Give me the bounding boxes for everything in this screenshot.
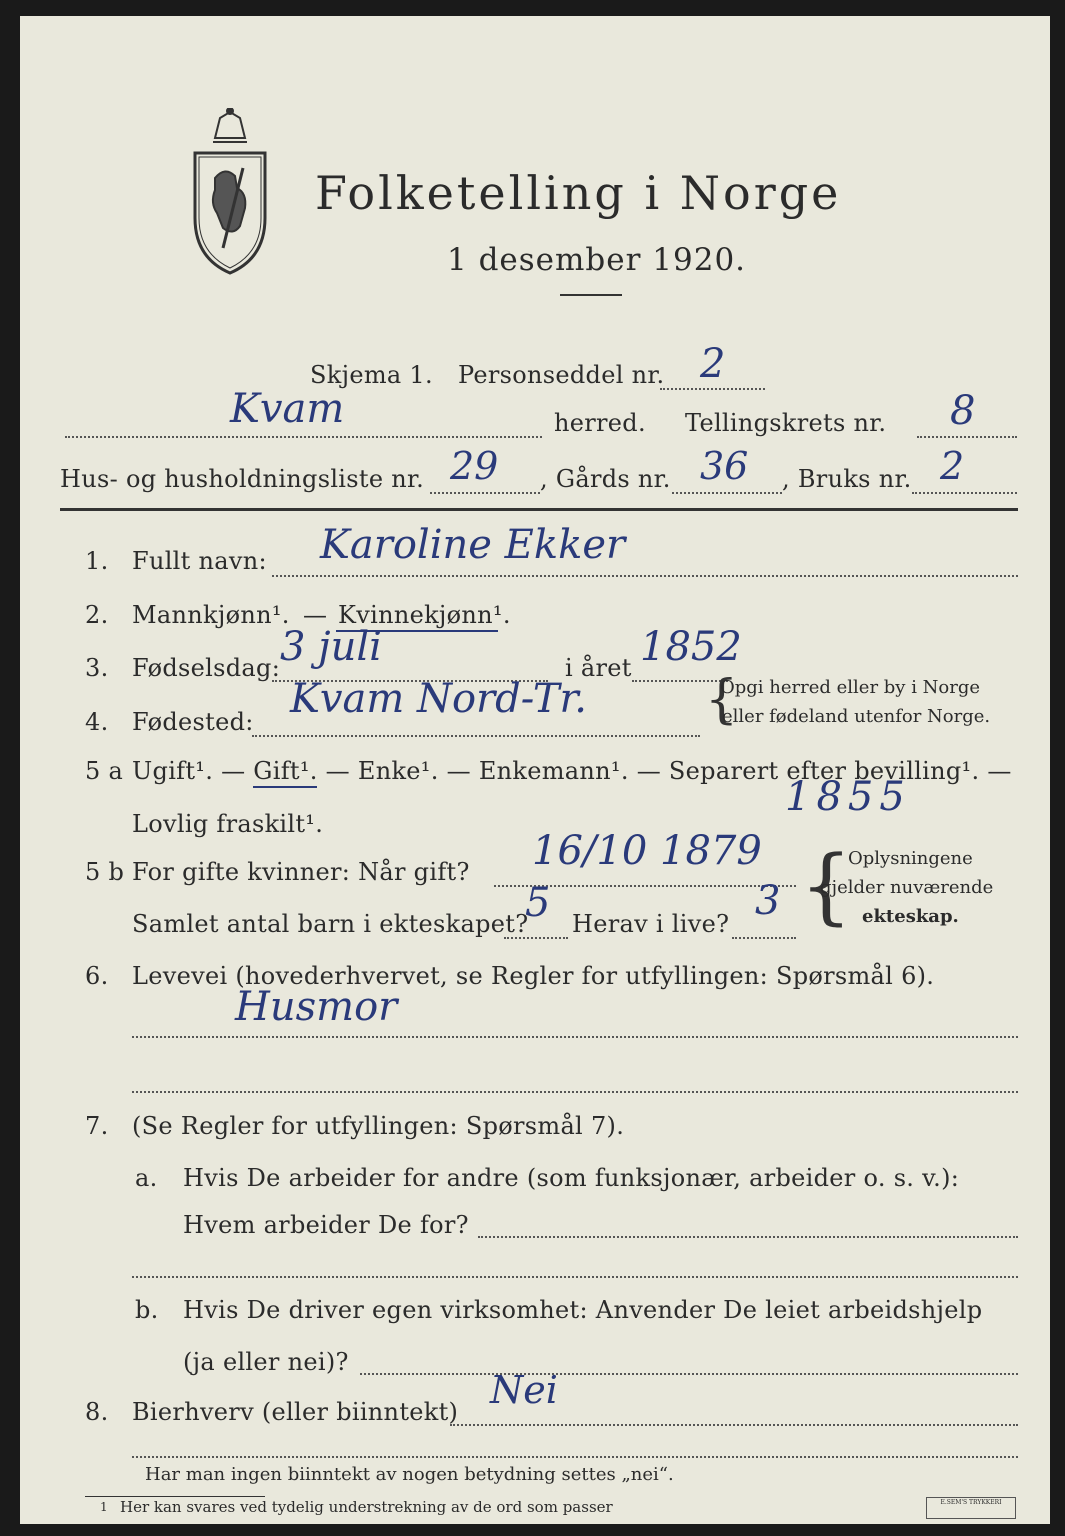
q1-line	[272, 575, 1018, 577]
q8-number: 8.	[85, 1398, 109, 1426]
header-rule	[60, 508, 1018, 511]
bruks-value: 2	[940, 444, 965, 488]
q5a-line1: Ugift¹. — Gift¹. — Enke¹. — Enkemann¹. — Separert efter bevilling¹. —	[132, 757, 1012, 785]
bruks-line	[912, 492, 1017, 494]
q5b-value3: 3	[755, 878, 781, 924]
gards-value: 36	[700, 444, 749, 488]
q7a-answer-line2	[132, 1276, 1018, 1278]
footnote-text: Her kan svares ved tydelig understrekning av de ord som passer	[120, 1498, 613, 1516]
husliste-label: Hus- og husholdningsliste nr.	[60, 465, 425, 493]
q3-number: 3.	[85, 654, 109, 682]
title-divider	[560, 294, 622, 296]
q5b-label1: For gifte kvinner: Når gift?	[132, 858, 470, 886]
bottom-note: Har man ingen biinntekt av nogen betydning settes „nei“.	[145, 1464, 674, 1485]
q6-line2	[132, 1091, 1018, 1093]
q5b-note-line1: Oplysningene	[848, 848, 973, 869]
q7b-answer-line	[360, 1373, 1018, 1375]
q8-answer-line2	[132, 1456, 1018, 1458]
printer-stamp-text: E.SEM'S TRYKKERI	[940, 1499, 1002, 1506]
census-date: 1 desember 1920.	[447, 242, 747, 278]
gards-line	[672, 492, 782, 494]
q2-dash: —	[303, 601, 328, 629]
q5a-line2: Lovlig fraskilt¹.	[132, 810, 324, 838]
q8-answer-line1	[450, 1424, 1018, 1426]
q7b-line1: Hvis De driver egen virksomhet: Anvender De leiet arbeidshjelp	[183, 1296, 983, 1324]
q4-number: 4.	[85, 708, 109, 736]
q5a-number: 5 a	[85, 757, 124, 785]
bruks-label: , Bruks nr.	[782, 465, 912, 493]
personseddel-line	[660, 388, 765, 390]
skjema-label: Skjema 1.	[310, 361, 433, 389]
q1-label: Fullt navn:	[132, 547, 267, 575]
q5a-gift-underline	[253, 786, 317, 788]
q3-year-value: 1852	[640, 624, 742, 670]
footnote-mark: 1	[100, 1500, 108, 1514]
q7-label: (Se Regler for utfyllingen: Spørsmål 7).	[132, 1112, 625, 1140]
q4-label: Fødested:	[132, 708, 254, 736]
q5b-line3	[732, 937, 796, 939]
q7a-line1: Hvis De arbeider for andre (som funksjonær, arbeider o. s. v.):	[183, 1164, 960, 1192]
q7a-line2: Hvem arbeider De for?	[183, 1211, 469, 1239]
tellingskrets-label: Tellingskrets nr.	[685, 409, 887, 437]
q5b-note-line3: ekteskap.	[862, 906, 959, 927]
q7a-answer-line1	[478, 1236, 1018, 1238]
q8-value: Nei	[490, 1368, 558, 1412]
q2-female: Kvinnekjønn¹.	[338, 601, 511, 629]
gards-label: , Gårds nr.	[540, 465, 671, 493]
q7a-letter: a.	[135, 1164, 158, 1192]
husliste-value: 29	[450, 444, 499, 488]
q8-label: Bierhverv (eller biinntekt)	[132, 1398, 459, 1426]
herred-label: herred.	[554, 409, 646, 437]
footnote-rule	[85, 1496, 265, 1497]
personseddel-value: 2	[700, 341, 726, 387]
herred-value: Kvam	[230, 386, 345, 432]
q6-value: Husmor	[235, 984, 398, 1030]
q2-number: 2.	[85, 601, 109, 629]
q1-value: Karoline Ekker	[320, 522, 626, 568]
coat-of-arms-icon	[185, 108, 275, 278]
q5b-line2	[504, 937, 568, 939]
q4-line	[252, 735, 700, 737]
q7b-letter: b.	[135, 1296, 159, 1324]
q6-line1	[132, 1036, 1018, 1038]
q5b-label2: Samlet antal barn i ekteskapet?	[132, 910, 529, 938]
q6-number: 6.	[85, 962, 109, 990]
q5b-number: 5 b	[85, 858, 125, 886]
q5a-margin-note: 1855	[785, 774, 911, 820]
q3-year-label: i året	[565, 654, 632, 682]
herred-line	[65, 436, 542, 438]
q2-male: Mannkjønn¹.	[132, 601, 290, 629]
q5b-label3: Herav i live?	[572, 910, 730, 938]
q4-note-brace: {	[705, 670, 739, 730]
tellingskrets-line	[917, 436, 1017, 438]
page-title: Folketelling i Norge	[315, 166, 842, 220]
husliste-line	[430, 492, 540, 494]
tellingskrets-value: 8	[950, 388, 976, 434]
q4-value: Kvam Nord-Tr.	[290, 676, 587, 722]
q4-note-line1: Opgi herred eller by i Norge	[720, 677, 981, 698]
q7b-line2: (ja eller nei)?	[183, 1348, 349, 1376]
q5b-note-brace: {	[800, 839, 853, 934]
q6-label: Levevei (hovederhvervet, se Regler for utfyllingen: Spørsmål 6).	[132, 962, 935, 990]
q5b-value1: 16/10 1879	[532, 828, 762, 874]
q5b-note-line2: gjelder nuværende	[820, 877, 994, 898]
q7-number: 7.	[85, 1112, 109, 1140]
q3-value: 3 juli	[280, 624, 382, 670]
census-form	[20, 16, 1050, 1524]
printer-stamp	[926, 1497, 1016, 1519]
q3-label: Fødselsdag:	[132, 654, 281, 682]
q5b-value2: 5	[525, 880, 551, 926]
personseddel-label: Personseddel nr.	[458, 361, 665, 389]
q4-note-line2: eller fødeland utenfor Norge.	[722, 706, 991, 727]
q1-number: 1.	[85, 547, 109, 575]
